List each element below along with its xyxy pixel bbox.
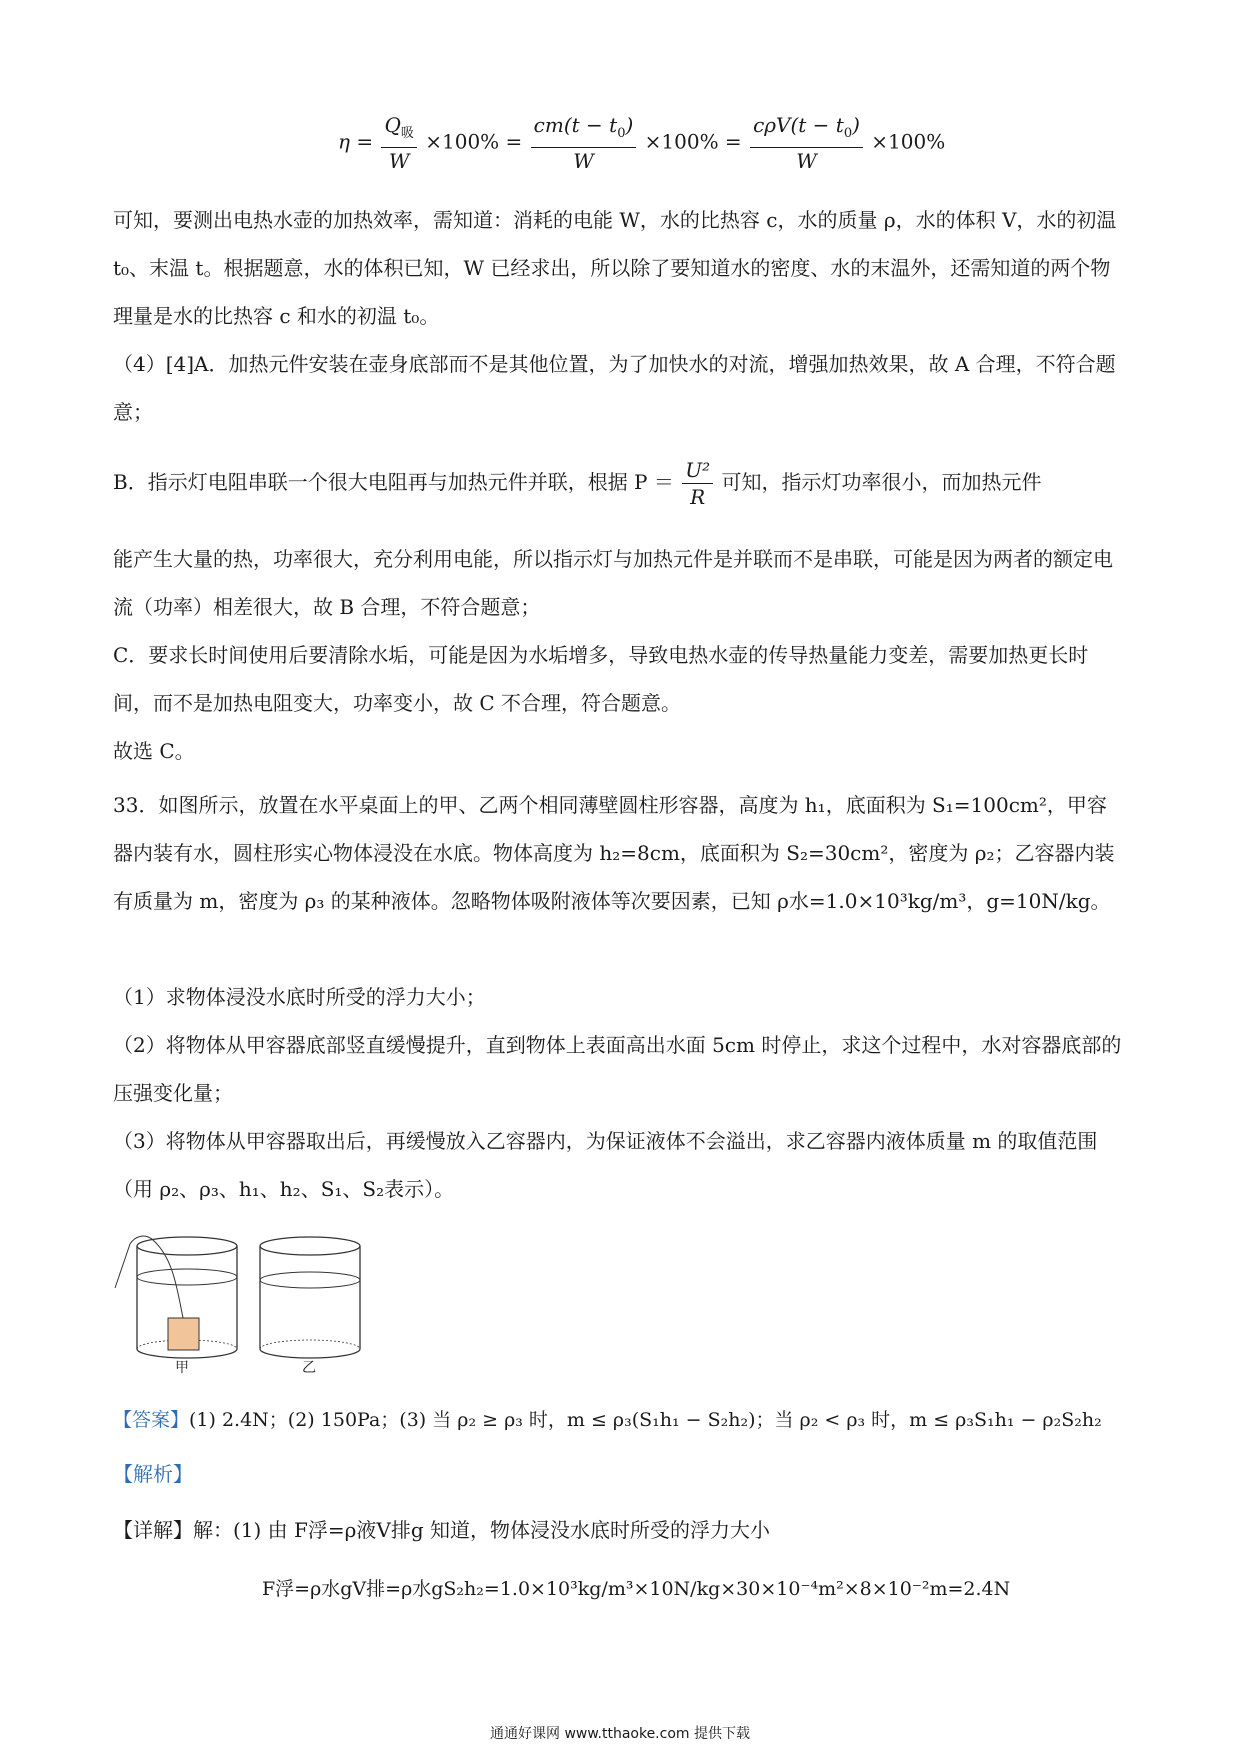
lifting-string <box>115 1236 183 1318</box>
figure-label-yi: 乙 <box>302 1360 316 1376</box>
paragraph-option-b: 能产生大量的热，功率很大，充分利用电能，所以指示灯与加热元件是并联而不是串联，可能是因为两者的额定电流（功率）相差很大，故 B 合理，不符合题意； <box>113 547 1113 619</box>
answer-tag: 【答案】 <box>113 1409 190 1431</box>
figure-label-jia: 甲 <box>175 1360 189 1376</box>
container-jia <box>115 1236 237 1358</box>
analysis-tag: 【解析】 <box>113 1462 193 1486</box>
paragraph-efficiency: 可知，要测出电热水壶的加热效率，需知道：消耗的电能 W，水的比热容 c，水的质量 ρ，水的体积 V，水的初温 t₀、末温 t。根据题意，水的体积已知，W 已经求出，所以除了要知道水的密度、水的末温外，还需知道的两个物理量是水的比热容 c 和水的初温 t₀。 <box>113 208 1117 328</box>
fraction-u2-over-r: $\frac{\text{U²}}{R}$ <box>682 457 713 510</box>
paragraph-option-a: （4）[4]A．加热元件安装在壶身底部而不是其他位置，为了加快水的对流，增强加热效果，故 A 合理，不符合题意； <box>113 352 1116 424</box>
question-33-part3: （3）将物体从甲容器取出后，再缓慢放入乙容器内，为保证液体不会溢出，求乙容器内液体质量 m 的取值范围（用 ρ₂、ρ₃、h₁、h₂、S₁、S₂表示）。 <box>113 1129 1098 1201</box>
paragraph-choose-c: 故选 C。 <box>113 739 195 763</box>
analysis-line <box>113 1450 1125 1498</box>
paragraph-option-b-line1: B．指示灯电阻串联一个很大电阻再与加热元件并联，根据 P ＝ $\frac{\text{U²}}{R}$ 可知，指示灯功率很小，而加热元件 <box>113 458 1042 509</box>
fraction-cm-over-w: $\frac{cm(t - t_0)}{W}$ <box>531 112 637 174</box>
footer-text: 通通好课网 www.tthaoke.com 提供下载 <box>490 1726 750 1742</box>
buoyancy-formula: F浮=ρ水gV排=ρ水gS₂h₂=1.0×10³kg/m³×10N/kg×30×10⁻⁴m²×8×10⁻²m=2.4N <box>262 1578 1011 1600</box>
detail-tag: 【详解】 <box>113 1518 193 1542</box>
efficiency-formula: η = $\frac{Q_吸}{W}$ ×100% = $\frac{cm(t - t_0)}{W}$ ×100% = $\frac{c\rho V(t - t_0)}{W}$ ×100% <box>338 113 946 173</box>
question-33: 33．如图所示，放置在水平桌面上的甲、乙两个相同薄壁圆柱形容器，高度为 h₁，底面积为 S₁=100cm²，甲容器内装有水，圆柱形实心物体浸没在水底。物体高度为 h₂=8cm，底面积为 S₂=30cm²，密度为 ρ₂；乙容器内装有质量为 m，密度为 ρ₃ 的某种液体。忽略物体吸附液体等次要因素，已知 ρ水=1.0×10³kg/m³，g=10N/kg。 <box>113 793 1115 913</box>
fraction-crhov-over-w: $\frac{c\rho V(t - t_0)}{W}$ <box>750 112 863 174</box>
detail-text: 解：(1) 由 F浮=ρ液V排g 知道，物体浸没水底时所受的浮力大小 <box>193 1518 771 1542</box>
answer-line <box>113 1396 1125 1444</box>
question-33-part2: （2）将物体从甲容器底部竖直缓慢提升，直到物体上表面高出水面 5cm 时停止，求这个过程中，水对容器底部的压强变化量； <box>113 1033 1122 1105</box>
containers-figure <box>105 1228 385 1378</box>
eta-symbol: η = <box>338 129 374 154</box>
solid-object <box>168 1318 199 1350</box>
paragraph-option-c: C．要求长时间使用后要清除水垢，可能是因为水垢增多，导致电热水壶的传导热量能力变差，需要加热更长时间，而不是加热电阻变大，功率变小，故 C 不合理，符合题意。 <box>113 643 1089 715</box>
container-yi <box>260 1237 360 1358</box>
question-33-part1: （1）求物体浸没水底时所受的浮力大小； <box>113 985 486 1009</box>
answer-text: (1) 2.4N；(2) 150Pa；(3) 当 ρ₂ ≥ ρ₃ 时，m ≤ ρ₃(S₁h₁ − S₂h₂)；当 ρ₂ < ρ₃ 时，m ≤ ρ₃S₁h₁ − ρ₂S₂h₂ <box>189 1409 1102 1431</box>
fraction-q-over-w: $\frac{Q_吸}{W}$ <box>381 112 416 174</box>
detail-line <box>113 1506 1125 1554</box>
